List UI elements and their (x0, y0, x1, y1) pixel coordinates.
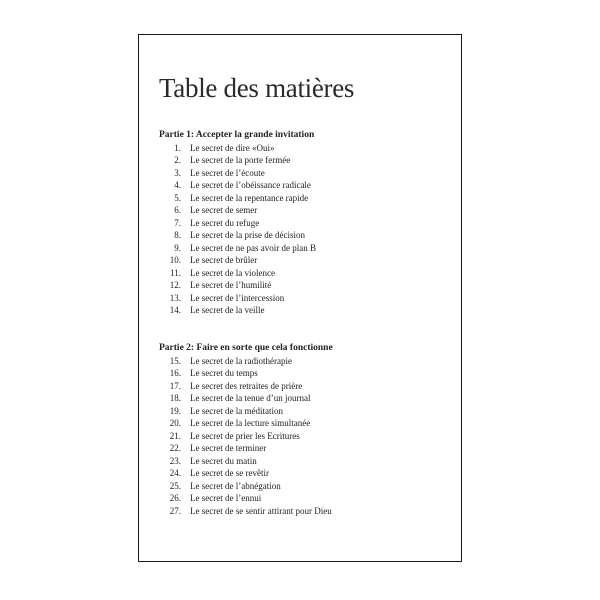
list-item (159, 355, 449, 368)
entry-number: 12 . (159, 279, 181, 292)
entry-title: Le secret de l’abnégation (190, 480, 281, 491)
entry-number: 1 . (159, 142, 181, 155)
entry-title: Le secret du temps (190, 368, 258, 378)
entry-number: 7 . (159, 217, 181, 230)
entry-number: 16 . (159, 367, 181, 380)
entry-number: 10 . (159, 254, 181, 267)
entry-title: Le secret de l’intercession (190, 292, 285, 303)
part-section (159, 342, 449, 517)
entry-number: 22 . (159, 442, 181, 455)
list-item (159, 392, 449, 405)
list-item (159, 367, 449, 380)
list-item (159, 442, 449, 455)
entry-title: Le secret de se revêtir (190, 468, 269, 478)
entry-title: Le secret de ne pas avoir de plan B (190, 242, 316, 253)
list-item (159, 217, 449, 230)
list-item (159, 292, 449, 305)
list-item (159, 254, 449, 267)
entry-title: Le secret de l’écoute (190, 167, 265, 178)
list-item (159, 492, 449, 505)
entry-number: 21 . (159, 430, 181, 443)
entry-number: 17 . (159, 380, 181, 393)
document-page (138, 34, 462, 562)
entry-number: 25 . (159, 480, 181, 493)
entry-title: Le secret de semer (190, 205, 258, 215)
entry-number: 14 . (159, 304, 181, 317)
list-item (159, 229, 449, 242)
list-item (159, 142, 449, 155)
list-item (159, 480, 449, 493)
entry-title: Le secret de la violence (190, 267, 275, 278)
list-item (159, 380, 449, 393)
entry-number: 15 . (159, 355, 181, 368)
entry-number: 23 . (159, 455, 181, 468)
entry-title: Le secret de brûler (190, 255, 258, 265)
entry-title: Le secret de se sentir attirant pour Dieu (190, 505, 332, 516)
entry-title: Le secret de la prise de décision (190, 230, 305, 240)
entry-title: Le secret des retraites de prière (190, 380, 303, 391)
entry-number: 6 . (159, 204, 181, 217)
entry-title: Le secret de l’ennui (190, 493, 262, 503)
entry-title: Le secret de la veille (190, 305, 265, 315)
list-item (159, 204, 449, 217)
list-item (159, 267, 449, 280)
list-item (159, 417, 449, 430)
entry-title: Le secret de la radiothérapie (190, 355, 292, 366)
entry-title: Le secret de terminer (190, 443, 267, 453)
entry-title: Le secret de l’obéissance radicale (190, 180, 311, 190)
entry-title: Le secret de la repentance rapide (190, 192, 309, 203)
list-item (159, 505, 449, 518)
entry-number: 4 . (159, 179, 181, 192)
list-item (159, 279, 449, 292)
entry-number: 2 . (159, 154, 181, 167)
entry-number: 26 . (159, 492, 181, 505)
entry-title: Le secret de l’humilité (190, 280, 272, 290)
list-item (159, 455, 449, 468)
entry-number: 13 . (159, 292, 181, 305)
list-item (159, 179, 449, 192)
entry-number: 18 . (159, 392, 181, 405)
entry-number: 24 . (159, 467, 181, 480)
list-item (159, 192, 449, 205)
list-item (159, 167, 449, 180)
entry-title: Le secret de la méditation (190, 405, 283, 416)
list-item (159, 430, 449, 443)
entry-number: 5 . (159, 192, 181, 205)
entry-number: 3 . (159, 167, 181, 180)
page-title: Table des matières (159, 73, 355, 103)
entry-number: 8 . (159, 229, 181, 242)
entry-title: Le secret du matin (190, 455, 257, 466)
list-item (159, 242, 449, 255)
entry-list (159, 355, 449, 518)
entry-number: 9 . (159, 242, 181, 255)
part-section (159, 129, 449, 317)
entry-number: 20 . (159, 417, 181, 430)
entry-title: Le secret de la tenue d’un journal (190, 393, 311, 403)
entry-title: Le secret de la lecture simultanée (190, 418, 311, 428)
entry-number: 11 . (159, 267, 181, 280)
entry-list (159, 142, 449, 317)
entry-title: Le secret du refuge (190, 217, 260, 228)
entry-title: Le secret de prier les Ecritures (190, 430, 300, 441)
entry-number: 27 . (159, 505, 181, 518)
list-item (159, 467, 449, 480)
entry-title: Le secret de la porte fermée (190, 155, 291, 165)
list-item (159, 304, 449, 317)
list-item (159, 154, 449, 167)
part-heading: Partie 1: Accepter la grande invitation (159, 130, 315, 140)
entry-number: 19 . (159, 405, 181, 418)
list-item (159, 405, 449, 418)
entry-title: Le secret de dire «Oui» (190, 142, 275, 153)
part-heading: Partie 2: Faire en sorte que cela fonctionne (159, 343, 333, 353)
